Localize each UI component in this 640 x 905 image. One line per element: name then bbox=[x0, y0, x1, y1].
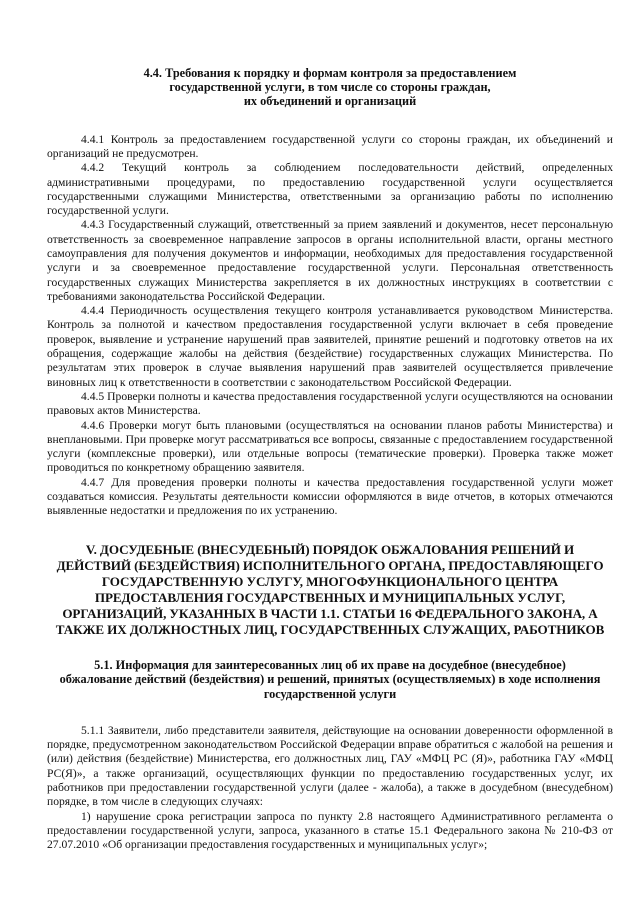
heading-4-4-line: 4.4. Требования к порядку и формам контроля за предоставлением bbox=[143, 66, 517, 80]
section-5-title-line: ДЕЙСТВИЙ (БЕЗДЕЙСТВИЯ) ИСПОЛНИТЕЛЬНОГО ОРГАНА, ПРЕДОСТАВЛЯЮЩЕГО bbox=[56, 557, 604, 573]
section-5-title-line: ГОСУДАРСТВЕННУЮ УСЛУГУ, МНОГОФУНКЦИОНАЛЬНОГО ЦЕНТРА bbox=[101, 573, 559, 589]
paragraph-4-4-7: 4.4.7 Для проведения проверки полноты и качества предоставления государственной услуги может создаваться комиссия. Результаты деятельности комиссии оформляются в виде отчетов, в которых отмечаются выявленные недостатки и предложения по их устранению. bbox=[47, 475, 613, 518]
paragraph-4-4-5: 4.4.5 Проверки полноты и качества предоставления государственной услуги осуществляются на основании правовых актов Министерства. bbox=[47, 389, 613, 418]
paragraph-4-4-1: 4.4.1 Контроль за предоставлением государственной услуги со стороны граждан, их объединений и организаций не предусмотрен. bbox=[47, 132, 613, 160]
heading-5-1 bbox=[47, 658, 613, 701]
heading-5-1-line: 5.1. Информация для заинтересованных лиц об их праве на досудебное (внесудебное) bbox=[94, 658, 566, 673]
paragraph-4-4-3: 4.4.3 Государственный служащий, ответственный за прием заявлений и документов, несет персональную ответственность за своевременное направление запросов в органы исполнительной власти, органы местного самоуправления для получения документов и информации, необходимых для предоставления государственной услуги и за своевременное предоставление государственной услуги. Персональная ответственность государственных служащих Министерства закрепляется в их должностных инструкциях в соответствии с требованиями законодательства Российской Федерации. bbox=[47, 218, 613, 303]
paragraph-5-1-1: 5.1.1 Заявители, либо представители заявителя, действующие на основании доверенности оформленной в порядке, предусмотренном законодательством Российской Федерации вправе обратиться с жалобой на решения и (или) действия (бездействие) Министерства, его должностных лиц, ГАУ «МФЦ РС (Я)», работника ГАУ «МФЦ РС(Я)», а также организаций, осуществляющих функции по предоставлению государственных услуг, их работников при предоставлении государственной услуги (далее - жалоба), а также в досудебном (внесудебном) порядке, в том числе в следующих случаях: bbox=[47, 723, 613, 809]
paragraph-5-1-1-item-1: 1) нарушение срока регистрации запроса по пункту 2.8 настоящего Административного регламента о предоставлении государственной услуги, запроса, указанного в статье 15.1 Федерального закона № 210-ФЗ от 27.07.2010 «Об организации предоставления государственных и муниципальных услуг»; bbox=[47, 809, 613, 852]
heading-4-4 bbox=[47, 66, 613, 109]
paragraph-4-4-4: 4.4.4 Периодичность осуществления текущего контроля устанавливается руководством Министерства. Контроль за полнотой и качеством предоставления государственной услуги включает в себя проведение проверок, выявление и устранение нарушений прав заявителей, принятие решений и подготовку ответов на их обращения, содержащие жалобы на действия (бездействие) государственных служащих Министерства. По результатам этих проверок в случае выявления нарушений прав заявителей осуществляется привлечение виновных лиц к ответственности в соответствии с законодательством Российской Федерации. bbox=[47, 304, 613, 389]
paragraph-4-4-2: 4.4.2 Текущий контроль за соблюдением последовательности действий, определенных административными процедурами, по предоставлению государственной услуги осуществляется государственными служащими Министерства, ответственными за организацию работы по исполнению государственной услуги. bbox=[47, 161, 613, 218]
heading-4-4-line: их объединений и организаций bbox=[243, 94, 417, 109]
section-4-4-body bbox=[47, 133, 613, 519]
section-5-title-line: V. ДОСУДЕБНЫЕ (ВНЕСУДЕБНЫЙ) ПОРЯДОК ОБЖАЛОВАНИЯ РЕШЕНИЙ И bbox=[85, 541, 575, 557]
paragraph-4-4-6: 4.4.6 Проверки могут быть плановыми (осуществляться на основании планов работы Министерства) и внеплановыми. При проверке могут рассматриваться все вопросы, связанные с предоставлением государственной услуги (комплексные проверки), или отдельные вопросы (тематические проверки). Проверка также может проводиться по конкретному обращению заявителя. bbox=[47, 418, 613, 475]
section-5-title bbox=[47, 542, 613, 639]
heading-5-1-line: обжалование действий (бездействия) и решений, принятых (осуществляемых) в ходе исполнения bbox=[59, 672, 601, 687]
section-5-1-body bbox=[47, 724, 613, 853]
heading-5-1-line: государственной услуги bbox=[263, 686, 397, 701]
document-page bbox=[47, 66, 613, 852]
heading-4-4-line: государственной услуги, в том числе со стороны граждан, bbox=[169, 80, 491, 95]
section-5-title-line: ТАКЖЕ ИХ ДОЛЖНОСТНЫХ ЛИЦ, ГОСУДАРСТВЕННЫХ СЛУЖАЩИХ, РАБОТНИКОВ bbox=[55, 622, 605, 638]
section-5-title-line: ОРГАНИЗАЦИЙ, УКАЗАННЫХ В ЧАСТИ 1.1. СТАТЬИ 16 ФЕДЕРАЛЬНОГО ЗАКОНА, А bbox=[62, 606, 598, 621]
section-5-title-line: ПРЕДОСТАВЛЕНИЯ ГОСУДАРСТВЕННЫХ И МУНИЦИПАЛЬНЫХ УСЛУГ, bbox=[94, 589, 566, 605]
